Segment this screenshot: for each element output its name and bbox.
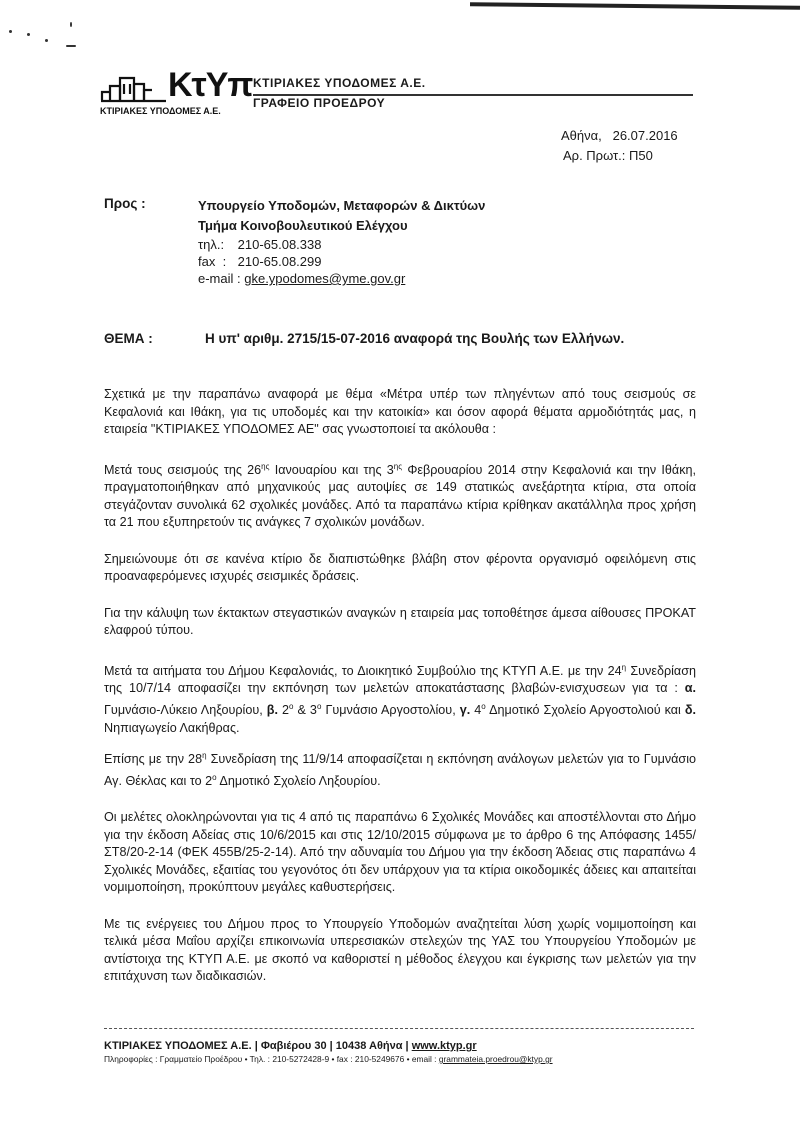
scan-edge-line: [470, 2, 800, 9]
recipient-block: [198, 196, 485, 287]
superscript: η: [202, 751, 207, 761]
footer-divider: [104, 1028, 694, 1030]
recipient-label: Προς :: [104, 196, 146, 211]
recipient-fax: [198, 253, 485, 270]
scan-speck: [70, 22, 72, 27]
office-name: ΓΡΑΦΕΙΟ ΠΡΟΕΔΡΟΥ: [253, 96, 386, 110]
superscript: η: [621, 662, 627, 672]
footer-address: [104, 1040, 477, 1052]
body-paragraph-2: [104, 458, 696, 532]
text-run: & 3: [293, 703, 317, 718]
text-run: Γυμνάσιο-Λύκειο Ληξουρίου,: [104, 703, 267, 718]
protocol-number: Αρ. Πρωτ.: Π50: [563, 148, 653, 163]
superscript: ο: [289, 701, 294, 711]
footer-address-text: ΚΤΙΡΙΑΚΕΣ ΥΠΟΔΟΜΕΣ Α.Ε. | Φαβιέρου 30 | 10438 Αθήνα |: [104, 1040, 412, 1052]
text-run: Συνεδρίαση της 10/7/14 αποφασίζει την εκπόνηση των μελετών αποκατάστασης βλαβών-ενισχυσεων για τα :: [104, 663, 696, 696]
text-run: Γυμνάσιο Αργοστολίου,: [321, 703, 460, 718]
superscript: ης: [261, 461, 270, 471]
text-run: Μετά τα αιτήματα του Δήμου Κεφαλονιάς, το Διοικητικό Συμβούλιο της ΚΤΥΠ Α.Ε. με την 24: [104, 663, 622, 678]
scan-speck: [9, 30, 12, 33]
body-paragraph-8: Με τις ενέργειες του Δήμου προς το Υπουργείο Υποδομών αναζητείται λύση χωρίς νομιμοποίηση και τελικά μέσα Μαΐου αρχίζει επικοινωνία υπερεσιακών στελεχών της ΥΑΣ του Υπουργείου Υποδομών με αντίστοιχα της ΚΤΥΠ Α.Ε. με σκοπό να καθοριστεί η μέθοδος έλεγχου και έγκρισης των μελετών για την επιτάχυνση των διαδικασιών.: [104, 916, 696, 984]
organization-name: ΚΤΙΡΙΑΚΕΣ ΥΠΟΔΟΜΕΣ Α.Ε.: [253, 76, 426, 90]
fax-label: fax :: [198, 254, 227, 269]
body-paragraph-7: Οι μελέτες ολοκληρώνονται για τις 4 από τις παραπάνω 6 Σχολικές Μονάδες και αποστέλλονται στο Δήμο για την έκδοση Αδείας στις 10/6/2015 και στις 12/10/2015 σύμφωνα με το άρθρο 6 της Απόφασης 1455/ΣΤ8/20-2-14 (ΦΕΚ 455Β/25-2-14). Από την αδυναμία του Δήμου για την έκδοση Άδειας στις παραπάνω 4 Σχολικές Μονάδες, εξαιτίας του γεγονότος ότι δεν υπάρχουν για τα κτίρια οικοδομικές άδειες και απαιτείται νομιμοποίηση, προκύπτουν μεγάλες καθυστερήσεις.: [104, 810, 696, 895]
recipient-phone: [198, 236, 485, 253]
phone-value: 210-65.08.338: [237, 237, 322, 252]
letter-date: Αθήνα, 26.07.2016: [561, 128, 678, 143]
list-marker: γ.: [459, 703, 471, 718]
superscript: ης: [393, 461, 403, 471]
text-run: Επίσης με την 28: [104, 752, 203, 767]
body-paragraph-5: [104, 659, 696, 737]
list-marker: δ.: [684, 703, 697, 718]
footer-contact-info: [104, 1054, 553, 1064]
email-label: e-mail :: [198, 271, 245, 286]
text-run: Συνεδρίαση της 11/9/14 αποφασίζεται η εκπόνηση ανάλογων μελετών για το Γυμνάσιο Αγ. Θέκλας και το 2: [104, 752, 696, 788]
phone-label: τηλ.:: [198, 237, 225, 252]
subject-label: ΘΕΜΑ :: [104, 331, 153, 346]
fax-value: 210-65.08.299: [237, 254, 322, 269]
scan-speck: [45, 39, 48, 42]
buildings-logo-icon: [100, 72, 172, 106]
text-run: Δημοτικό Σχολείο Αργοστολιού και: [485, 703, 685, 718]
list-marker: α.: [684, 681, 696, 696]
recipient-department: Τμήμα Κοινοβουλευτικού Ελέγχου: [198, 218, 408, 233]
scan-speck: [27, 33, 30, 36]
list-marker: β.: [266, 703, 278, 718]
text-run: Φεβρουαρίου 2014 στην Κεφαλονιά και την Ιθάκη, πραγματοποιήθηκαν από μηχανικούς μας αυτοψίες σε 149 στατικώς ανεξάρτητα κτίρια, στα οποία στεγάζονταν συνολικά 62 σχολικές μονάδες. Από τα παραπάνω κτίρια κρίθηκαν ακατάλληλα προς χρήση τα 21 που εξυπηρετούν τις ανάγκες 7 σχολικών μονάδων.: [104, 462, 696, 530]
superscript: ο: [212, 772, 217, 782]
text-run: Δημοτικό Σχολείο Ληξουρίου.: [216, 773, 381, 788]
email-link[interactable]: gke.ypodomes@yme.gov.gr: [244, 271, 406, 286]
body-paragraph-4: Για την κάλυψη των έκτακτων στεγαστικών αναγκών η εταιρεία μας τοποθέτησε άμεσα αίθουσες ΠΡΟΚΑΤ ελαφρού τύπου.: [104, 605, 696, 638]
body-paragraph-1: Σχετικά με την παραπάνω αναφορά με θέμα «Μέτρα υπέρ των πληγέντων από τους σεισμούς σε Κεφαλονιά και Ιθάκη, για τις υποδομές και την κατοικία» και όσον αφορά θέματα αρμοδιότητάς μας, η εταιρεία "ΚΤΙΡΙΑΚΕΣ ΥΠΟΔΟΜΕΣ ΑΕ" σας γνωστοποιεί τα ακόλουθα :: [104, 387, 696, 436]
body-paragraph-3: Σημειώνουμε ότι σε κανένα κτίριο δε διαπιστώθηκε βλάβη στον φέροντα οργανισμό οφειλόμενη στις προαναφερόμενες ισχυρές σεισμικές δράσεις.: [104, 551, 696, 584]
text-run: Μετά τους σεισμούς της 26: [104, 462, 262, 477]
footer-email-link[interactable]: grammateia.proedrou@ktyp.gr: [438, 1054, 553, 1064]
text-run: 4: [470, 703, 482, 718]
logo-wordmark: ΚτΥπ: [168, 66, 253, 104]
company-logo: [100, 66, 253, 118]
footer-info-text: Πληροφορίες : Γραμματείο Προέδρου • Τηλ. : 210-5272428-9 • fax : 210-5249676 • email :: [104, 1054, 439, 1064]
recipient-email: [198, 270, 485, 287]
logo-subtitle: ΚΤΙΡΙΑΚΕΣ ΥΠΟΔΟΜΕΣ Α.Ε.: [100, 106, 221, 116]
letter-body: [104, 386, 696, 1005]
website-link[interactable]: www.ktyp.gr: [411, 1040, 477, 1052]
subject-text: Η υπ' αριθμ. 2715/15-07-2016 αναφορά της Βουλής των Ελλήνων.: [205, 331, 625, 346]
superscript: ο: [316, 701, 322, 711]
superscript: ο: [481, 701, 486, 711]
scan-speck: [66, 45, 76, 47]
recipient-ministry: Υπουργείο Υποδομών, Μεταφορών & Δικτύων: [198, 198, 486, 213]
text-run: 2: [277, 703, 290, 718]
text-run: Νηπιαγωγείο Λακήθρας.: [104, 720, 240, 735]
text-run: Ιανουαρίου και της 3: [269, 462, 394, 477]
body-paragraph-6: [104, 747, 696, 790]
